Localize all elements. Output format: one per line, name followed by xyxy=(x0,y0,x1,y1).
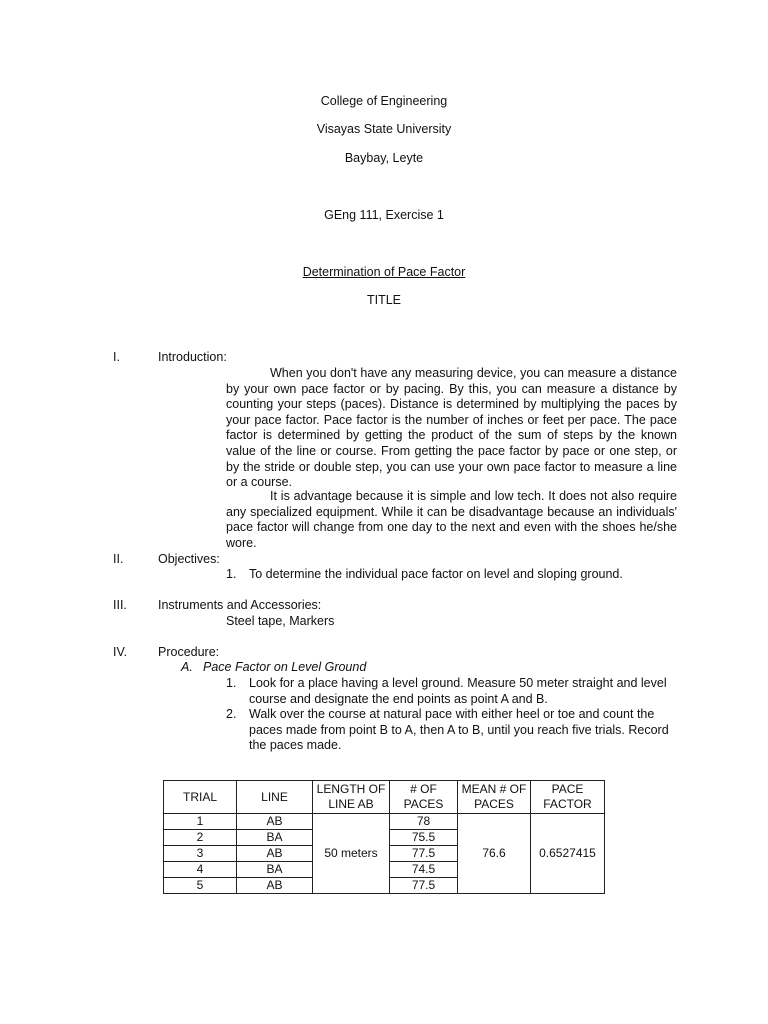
header-length: LENGTH OF LINE AB xyxy=(313,781,390,814)
mean-cell: 76.6 xyxy=(458,814,531,894)
intro-numeral: I. xyxy=(113,350,120,364)
step-2-number: 2. xyxy=(226,707,237,721)
header-pace-factor: PACE FACTOR xyxy=(531,781,605,814)
table-header-row xyxy=(164,781,605,814)
line-cell: AB xyxy=(237,878,313,894)
trial-cell: 2 xyxy=(164,830,237,846)
header-line: LINE xyxy=(237,781,313,814)
instruments-list: Steel tape, Markers xyxy=(226,614,335,628)
objectives-heading: Objectives: xyxy=(158,552,220,566)
step-1-text: Look for a place having a level ground. Measure 50 meter straight and level course and designate the end points as point A and B. xyxy=(249,676,667,706)
college-name: College of Engineering xyxy=(320,94,448,108)
objectives-numeral: II. xyxy=(113,552,124,566)
paces-cell: 75.5 xyxy=(390,830,458,846)
paces-cell: 77.5 xyxy=(390,846,458,862)
document-title xyxy=(0,265,768,279)
objective-item: To determine the individual pace factor on level and sloping ground. xyxy=(249,567,623,581)
pace-factor-cell: 0.6527415 xyxy=(531,814,605,894)
step-2-text: Walk over the course at natural pace with either heel or toe and count the paces made from point B to A, then A to B, until you reach five trials. Record the paces made. xyxy=(249,707,669,753)
procedure-sub-heading: Pace Factor on Level Ground xyxy=(203,660,367,674)
objective-number: 1. xyxy=(226,567,237,581)
table-row xyxy=(164,814,605,830)
trial-cell: 5 xyxy=(164,878,237,894)
line-cell: BA xyxy=(237,862,313,878)
intro-paragraph-2: It is advantage because it is simple and low tech. It does not also require any specialized equipment. While it can be disadvantage because an individuals' pace factor will change from one day to the next and even with the shoes he/she wore. xyxy=(226,489,677,550)
instruments-heading: Instruments and Accessories: xyxy=(158,598,322,612)
document-title-text: Determination of Pace Factor xyxy=(302,265,466,279)
course-code: GEng 111, Exercise 1 xyxy=(324,208,444,222)
line-cell: AB xyxy=(237,846,313,862)
location: Baybay, Leyte xyxy=(344,151,424,165)
procedure-numeral: IV. xyxy=(113,645,128,659)
header-trial: TRIAL xyxy=(164,781,237,814)
instruments-numeral: III. xyxy=(113,598,127,612)
line-cell: BA xyxy=(237,830,313,846)
paces-cell: 77.5 xyxy=(390,878,458,894)
trial-cell: 3 xyxy=(164,846,237,862)
trial-cell: 1 xyxy=(164,814,237,830)
header-paces: # OF PACES xyxy=(390,781,458,814)
pace-factor-table xyxy=(163,780,605,894)
intro-paragraph-1: When you don't have any measuring device, you can measure a distance by your own pace factor or by pacing. By this, you can measure a distance by counting your steps (paces). Distance is determined by multiplying the paces by your pace factor. Pace factor is the number of inches or feet per pace. The pace factor is determined by getting the product of the sum of steps by the known value of the line or course. From getting the pace factor by pace or one step, or by the stride or double step, you can use your own pace factor to measure a line or a course. xyxy=(226,366,677,490)
procedure-heading: Procedure: xyxy=(158,645,220,659)
paces-cell: 78 xyxy=(390,814,458,830)
line-cell: AB xyxy=(237,814,313,830)
university-name: Visayas State University xyxy=(316,122,452,136)
intro-heading: Introduction: xyxy=(158,350,227,364)
paces-cell: 74.5 xyxy=(390,862,458,878)
step-1-number: 1. xyxy=(226,676,237,690)
trial-cell: 4 xyxy=(164,862,237,878)
header-mean: MEAN # OF PACES xyxy=(458,781,531,814)
length-cell: 50 meters xyxy=(313,814,390,894)
title-label: TITLE xyxy=(366,293,402,307)
procedure-sub-letter: A. xyxy=(181,660,193,674)
